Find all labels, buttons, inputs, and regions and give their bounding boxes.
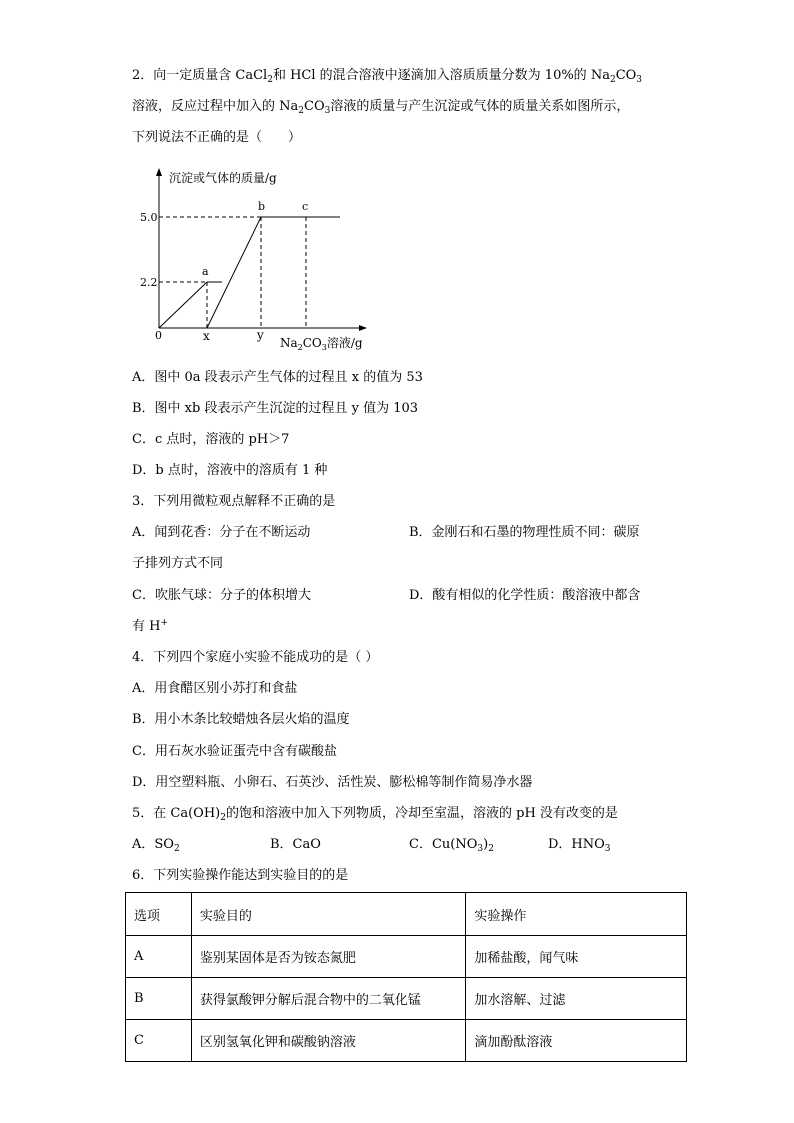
- q2-stem-line-1: 2．向一定质量含 CaCl$_2$和 HCl 的混合溶液中逐滴加入溶质质量分数为 10%的 $Na_2CO_3$: [132, 68, 643, 85]
- q2-stem-line-3: 下列说法不正确的是（ ）: [132, 130, 302, 145]
- q5-option-b: B．CaO: [270, 837, 321, 852]
- series-gas-line: [159, 282, 222, 328]
- q3-option-b-line-1: B．金刚石和石墨的物理性质不同：碳原: [409, 525, 640, 540]
- q4-option-b: B．用小木条比较蜡烛各层火焰的温度: [132, 712, 350, 727]
- q2-option-a: A．图中 0a 段表示产生气体的过程且 x 的值为 53: [132, 370, 423, 385]
- q3-option-d-line-1: D．酸有相似的化学性质：酸溶液中都含: [409, 588, 641, 603]
- row-option: B: [126, 978, 192, 1020]
- y-axis-arrow: [156, 168, 162, 176]
- x-axis-label: $Na_2CO_3$溶液/g: [280, 336, 363, 352]
- q3-option-a: A．闻到花香：分子在不断运动: [132, 525, 311, 540]
- q3-stem: 3．下列用微粒观点解释不正确的是: [132, 494, 336, 509]
- row-purpose: 获得氯酸钾分解后混合物中的二氧化锰: [191, 978, 465, 1020]
- q4-option-d: D．用空塑料瓶、小卵石、石英沙、活性炭、膨松棉等制作简易净水器: [132, 775, 533, 790]
- header-purpose: 实验目的: [191, 893, 465, 936]
- q6-stem: 6．下列实验操作能达到实验目的的是: [132, 868, 349, 883]
- q3-option-c: C．吹胀气球：分子的体积增大: [132, 588, 311, 603]
- q4-option-a: A．用食醋区别小苏打和食盐: [132, 681, 298, 696]
- q3-option-b-line-2: 子排列方式不同: [132, 556, 224, 571]
- table-row: [126, 936, 687, 978]
- q2-option-d: D．b 点时，溶液中的溶质有 1 种: [132, 463, 328, 478]
- table-header-row: [126, 893, 687, 936]
- point-label-b: b: [258, 200, 266, 213]
- q5-option-c: C．$Cu(NO_3)_2$: [409, 837, 494, 854]
- precipitate-gas-mass-chart: [140, 162, 380, 352]
- series-precipitate-line: [207, 217, 340, 328]
- table-row: [126, 978, 687, 1020]
- point-label-c: c: [302, 200, 309, 213]
- table-row: [126, 1020, 687, 1062]
- point-label-a: a: [202, 265, 209, 278]
- row-option: C: [126, 1020, 192, 1062]
- header-option: 选项: [126, 893, 192, 936]
- q3-option-d-line-2: 有 H+: [132, 618, 169, 634]
- y-tick-5: 5.0: [140, 211, 158, 224]
- row-purpose: 鉴别某固体是否为铵态氮肥: [191, 936, 465, 978]
- q2-option-b: B．图中 xb 段表示产生沉淀的过程且 y 值为 103: [132, 401, 419, 416]
- header-operation: 实验操作: [466, 893, 687, 936]
- q2-option-c: C．c 点时，溶液的 pH＞7: [132, 432, 290, 447]
- origin-label: 0: [155, 329, 162, 342]
- q5-option-a: A．$SO_2$: [132, 837, 180, 854]
- y-tick-2-2: 2.2: [140, 276, 158, 289]
- q5-option-d: D．$HNO_3$: [548, 837, 611, 854]
- row-purpose: 区别氢氧化钾和碳酸钠溶液: [191, 1020, 465, 1062]
- q4-stem: 4．下列四个家庭小实验不能成功的是（ ）: [132, 650, 379, 665]
- q2-stem-line-2: 溶液，反应过程中加入的 $Na_2CO_3$溶液的质量与产生沉淀或气体的质量关系如图所示，: [132, 99, 630, 116]
- x-tick-x: x: [203, 329, 210, 343]
- x-axis-arrow: [359, 325, 367, 331]
- row-operation: 滴加酚酞溶液: [466, 1020, 687, 1062]
- x-tick-y: y: [257, 328, 264, 342]
- row-option: A: [126, 936, 192, 978]
- y-axis-label: 沉淀或气体的质量/g: [169, 171, 277, 185]
- q6-options-table: [125, 892, 687, 1062]
- row-operation: 加稀盐酸，闻气味: [466, 936, 687, 978]
- q4-option-c: C．用石灰水验证蛋壳中含有碳酸盐: [132, 744, 337, 759]
- q5-stem: 5．在 $Ca(OH)_2$的饱和溶液中加入下列物质，冷却至室温，溶液的 pH 没有改变的是: [132, 806, 618, 823]
- row-operation: 加水溶解、过滤: [466, 978, 687, 1020]
